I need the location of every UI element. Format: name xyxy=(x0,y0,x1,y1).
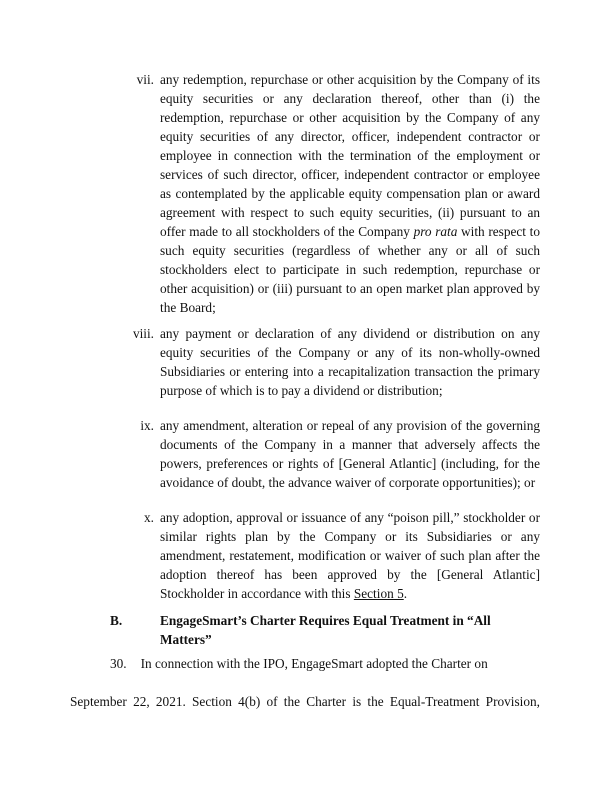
paragraph-number: 30. xyxy=(110,656,127,671)
item-text: any adoption, approval or issuance of any “poison pill,” stockholder or similar rights plan by the Company or its Subsidiaries or any amendment, restatement, modification or waiver of such plan after the adoption thereof has been approved by the [General Atlantic] Stockholder in accordance with this Section 5. xyxy=(160,510,540,601)
paragraph-text: In connection with the IPO, EngageSmart adopted the Charter on xyxy=(140,656,488,671)
list-item-ix xyxy=(140,416,540,492)
list-item-viii xyxy=(132,324,540,400)
paragraph-30-line-2: September 22, 2021. Section 4(b) of the Charter is the Equal-Treatment Provision, xyxy=(70,694,540,709)
list-item-vii xyxy=(136,70,541,317)
section-heading xyxy=(110,611,540,649)
section-label: B. xyxy=(110,613,123,628)
item-text: any payment or declaration of any dividend or distribution on any equity securities of the Company or any of its non-wholly-owned Subsidiaries or entering into a recapitalization transaction the primary purpose of which is to pay a dividend or distribution; xyxy=(160,326,540,398)
item-text: any amendment, alteration or repeal of any provision of the governing documents of the Company in a manner that adversely affects the powers, preferences or rights of [General Atlantic] (including, for the avoidance of doubt, the advance waiver of corporate opportunities); or xyxy=(160,418,540,490)
section-title: EngageSmart’s Charter Requires Equal Treatment in “All Matters” xyxy=(160,613,491,647)
item-number: ix. xyxy=(140,418,154,433)
paragraph-30-line-1 xyxy=(70,656,540,672)
item-number: vii. xyxy=(136,72,154,87)
list-item-x xyxy=(144,508,540,603)
item-text: any redemption, repurchase or other acquisition by the Company of its equity securities or any declaration thereof, other than (i) the redemption, repurchase or other acquisition by the Company of any equity securities of any director, officer, independent contractor or employee in connection with the termination of the employment or services of such director, officer, independent contractor or employee as contemplated by the applicable equity compensation plan or award agreement with respect to such equity securities, (ii) pursuant to an offer made to all stockholders of the Company pro rata with respect to such equity securities (regardless of whether any or all of such stockholders elect to participate in such redemption, repurchase or other acquisition) or (iii) pursuant to an open market plan approved by the Board; xyxy=(160,72,541,315)
section-reference: Section 5 xyxy=(353,586,404,601)
italic-term: pro rata xyxy=(413,224,458,239)
item-number: x. xyxy=(144,510,154,525)
item-number: viii. xyxy=(132,326,154,341)
